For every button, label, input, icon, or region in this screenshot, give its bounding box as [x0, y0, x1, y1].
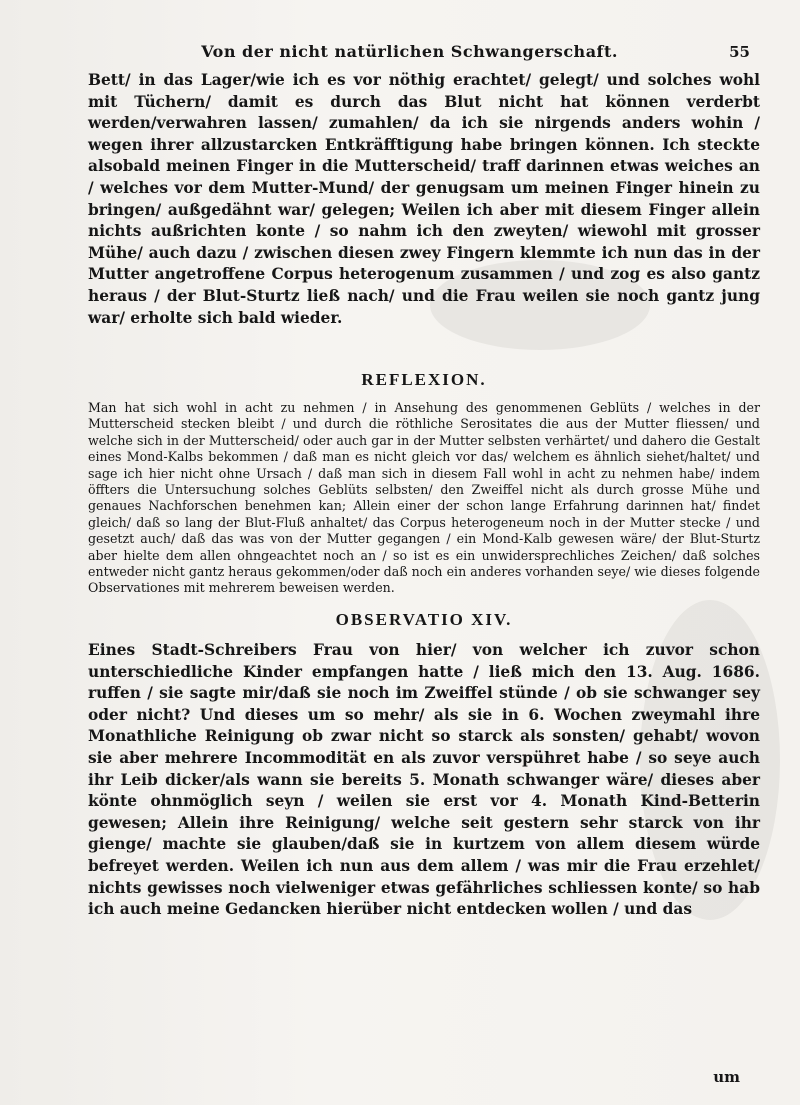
- body-text-top: [88, 70, 760, 329]
- page-header: [90, 42, 750, 61]
- reflexion-section: [88, 400, 760, 597]
- page-number: 55: [729, 43, 750, 61]
- catchword: um: [713, 1068, 740, 1086]
- reflexion-heading: REFLEXION.: [361, 370, 487, 389]
- observatio-paragraph: Eines Stadt-Schreibers Frau von hier/ von welcher ich zuvor schon unterschiedliche Kinder empfangen hatte / ließ mich den 13. Aug. 1686. ruffen / sie sagte mir/daß sie noch im Zweiffel stünde / ob sie schwanger sey oder nicht? Und dieses um so mehr/ als sie in 6. Wochen zweymahl ihre Monathliche Reinigung ob zwar nicht so starck als sonsten/ gehabt/ wovon sie aber mehrere Incommodität en als zuvor verspühret habe / so seye auch ihr Leib dicker/als wann sie bereits 5. Monath schwanger wäre/ dieses aber könte ohnmöglich seyn / weilen sie erst vor 4. Monath Kind-Betterin gewesen; Allein ihre Reinigung/ welche seit gestern sehr starck von ihr gienge/ machte sie glauben/daß sie in kurtzem von allem diesem würde befreyet werden. Weilen ich nun aus dem allem / was mir die Frau erzehlet/ nichts gewisses noch vielweniger etwas gefährliches schliessen konte/ so hab ich auch meine Gedancken hierüber nicht entdecken wollen / und das: [88, 641, 760, 919]
- continued-paragraph: Bett/ in das Lager/wie ich es vor nöthig erachtet/ gelegt/ und solches wohl mit Tüchern/ damit es durch das Blut nicht hat können verderbt werden/verwahren lassen/ zumahlen/ da ich sie nirgends anders wohin / wegen ihrer allzustarcken Entkräfftigung habe bringen können. Ich steckte alsobald meinen Finger in die Mutterscheid/ traff darinnen etwas weiches an / welches vor dem Mutter-Mund/ der genugsam um meinen Finger hinein zu bringen/ außgedähnt war/ gelegen; Weilen ich aber mit diesem Finger allein nichts außrichten konte / so nahm ich den zweyten/ wiewohl mit grosser Mühe/ auch dazu / zwischen diesen zwey Fingern klemmte ich nun das in der Mutter angetroffene Corpus heterogenum zusammen / und zog es also gantz heraus / der Blut-Sturtz ließ nach/ und die Frau weilen sie noch gantz jung war/ erholte sich bald wieder.: [88, 71, 760, 327]
- running-title: Von der nicht natürlichen Schwangerschaft.: [201, 42, 618, 61]
- observatio-section: [88, 640, 760, 921]
- reflexion-paragraph: Man hat sich wohl in acht zu nehmen / in Ansehung des genommenen Geblüts / welches in der Mutterscheid stecken bleibt / und durch die röthliche Serositates die aus der Mutter fliessen/ und welche sich in der Mutterscheid/ oder auch gar in der Mutter selbsten verhärtet/ und dahero die Gestalt eines Mond-Kalbs bekommen / daß man es nicht gleich vor das/ welchem es ähnlich siehet/haltet/ und sage ich hier nicht ohne Ursach / daß man sich in diesem Fall wohl in acht zu nehmen habe/ indem öffters die Untersuchung solches Geblüts selbsten/ den Zweiffel nicht als durch grosse Mühe und genaues Nachforschen benehmen kan; Allein einer der schon lange Erfahrung darinnen hat/ findet gleich/ daß so lang der Blut-Fluß anhaltet/ das Corpus heterogeneum noch in der Mutter stecke / und gesetzt auch/ daß das was von der Mutter gegangen / ein Mond-Kalb gewesen wäre/ der Blut-Sturtz aber hielte dem allen ohngeachtet noch an / so ist es ein unwidersprechliches Zeichen/ daß solches entweder nicht gantz heraus gekommen/oder daß noch ein anderes vorhanden seye/ wie dieses folgende Observationes mit mehrerem beweisen werden.: [88, 400, 760, 596]
- observatio-heading: OBSERVATIO XIV.: [335, 610, 513, 629]
